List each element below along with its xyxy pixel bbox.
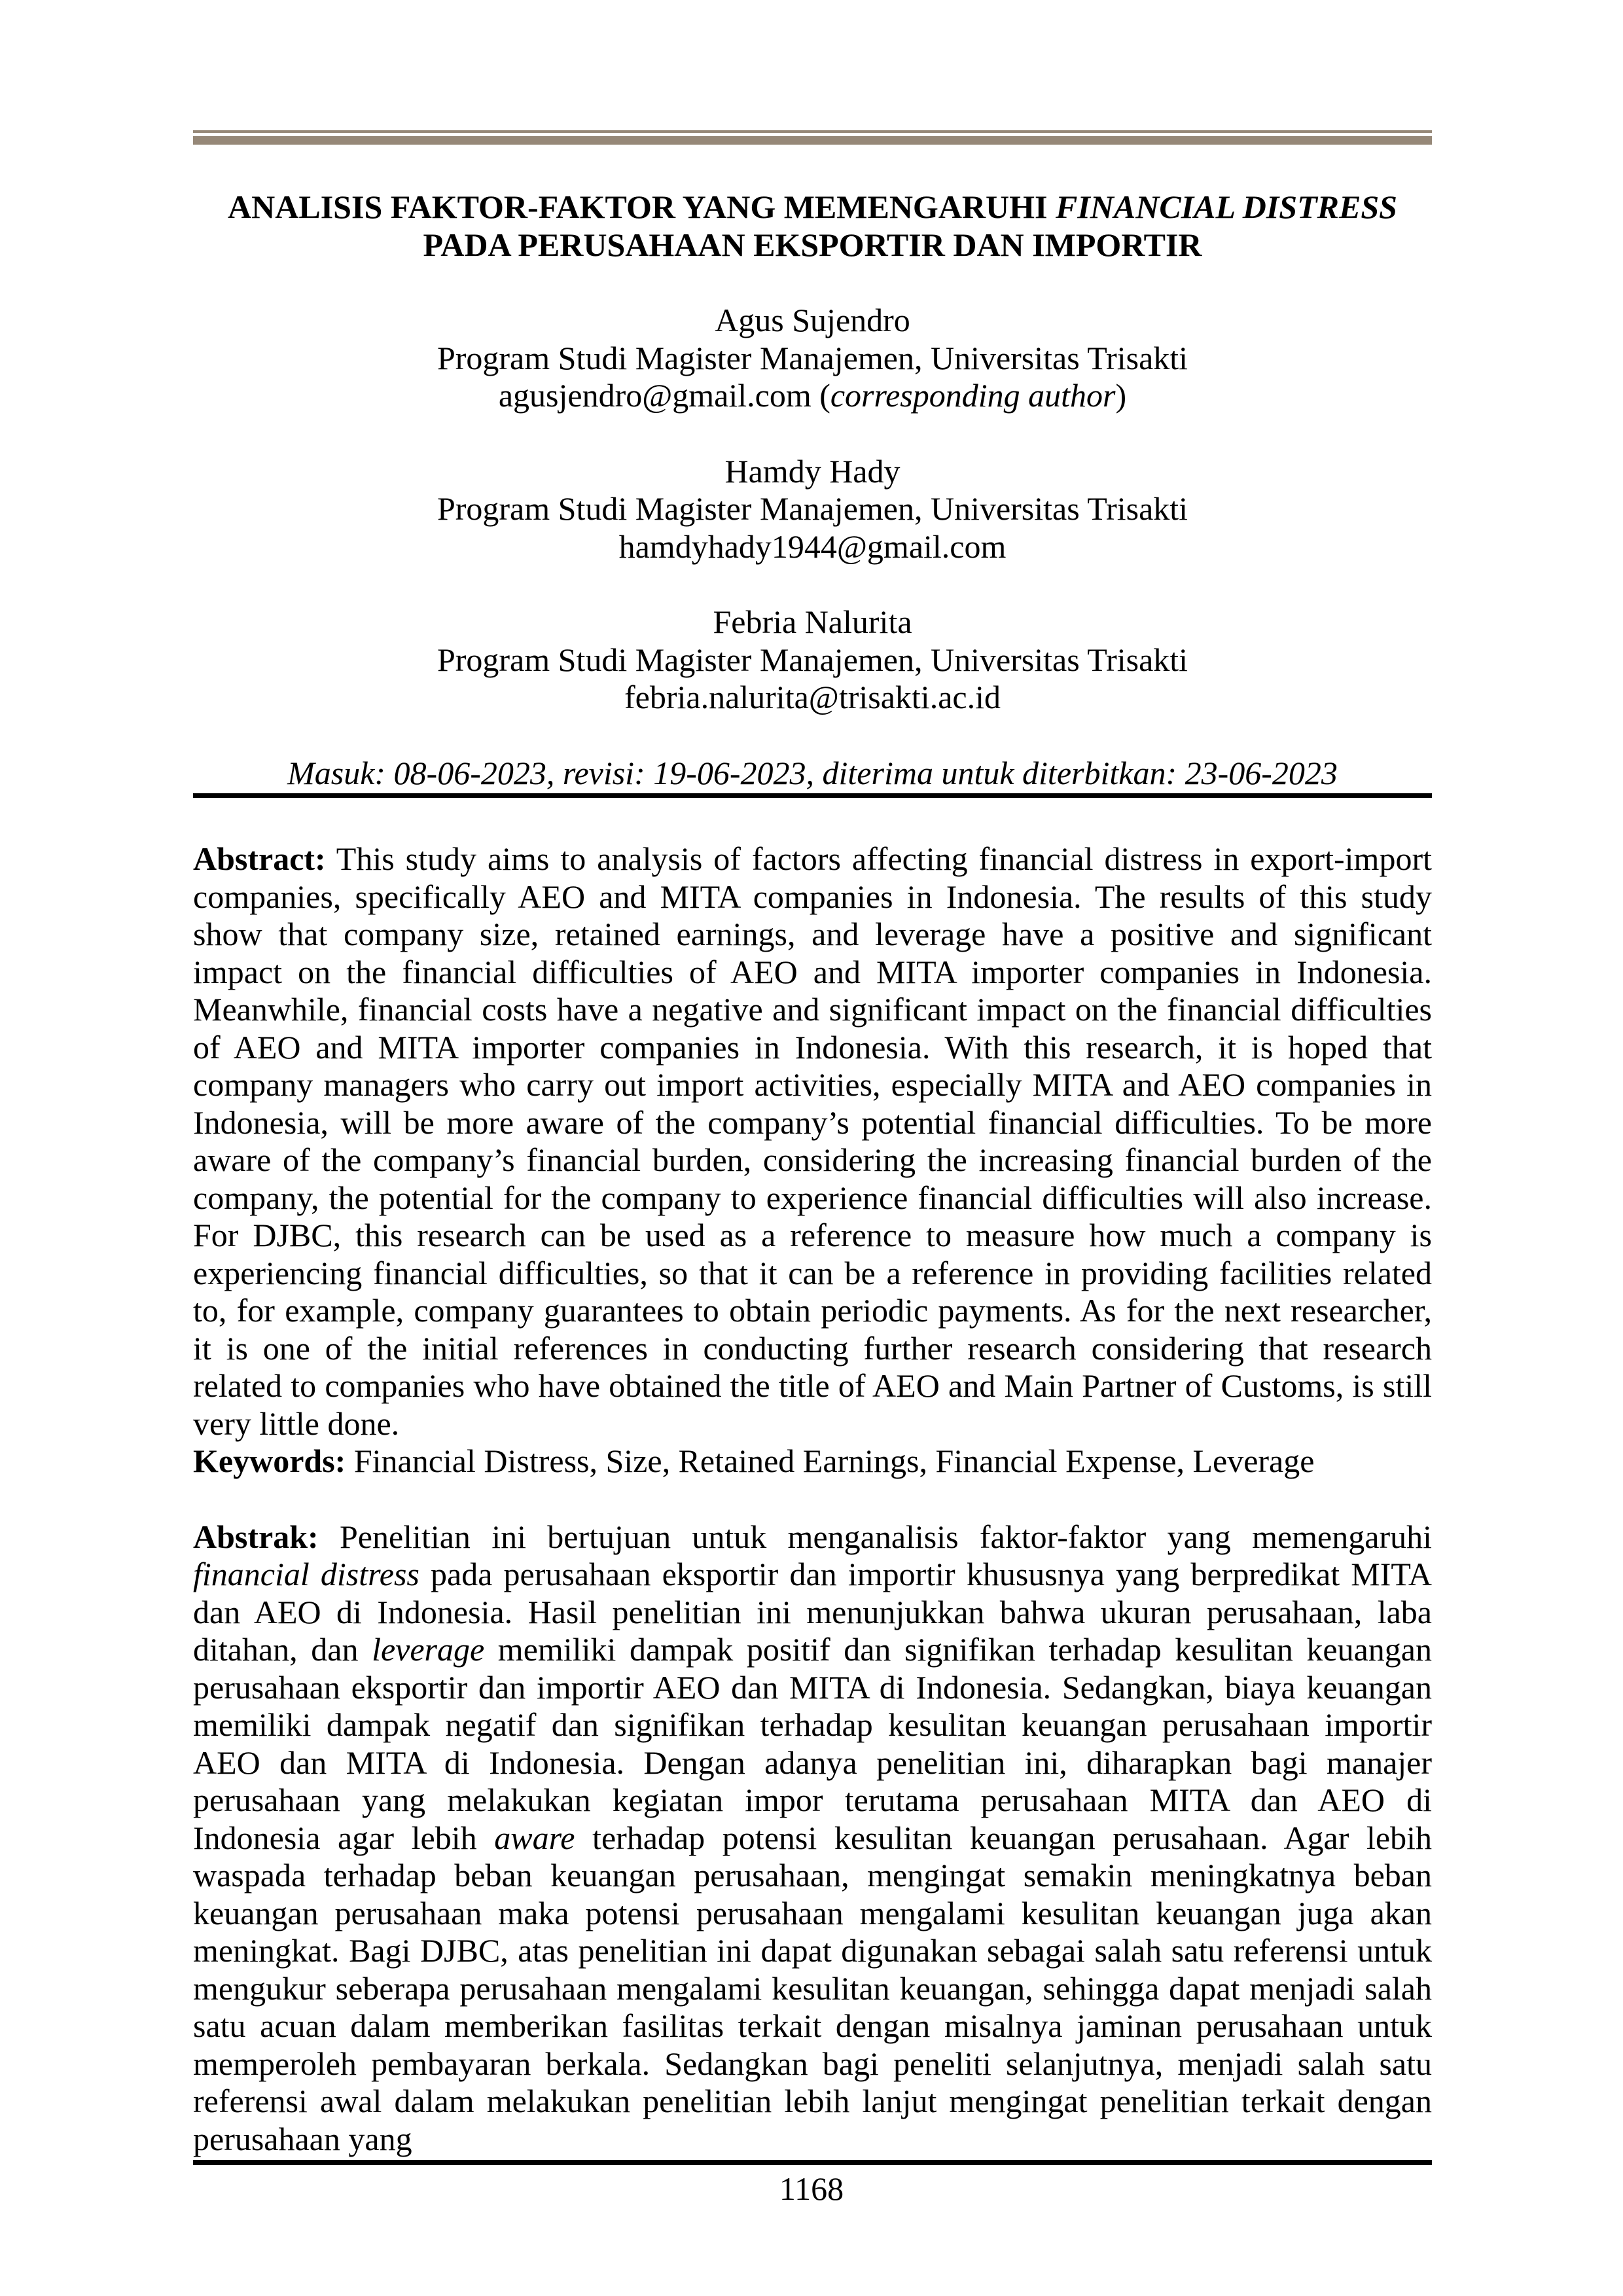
author-name: Febria Nalurita xyxy=(713,603,912,640)
author-block-2 xyxy=(193,453,1432,566)
abstract-indonesian-paragraph: Abstrak: Penelitian ini bertujuan untuk menganalisis faktor-faktor yang memengaruhi financial distress pada perusahaan eksportir dan importir khususnya yang berpredikat MITA dan AEO di Indonesia. Hasil penelitian ini menunjukkan bahwa ukuran perusahaan, laba ditahan, dan leverage memiliki dampak positif dan signifikan terhadap kesulitan keuangan perusahaan eksportir dan importir AEO dan MITA di Indonesia. Sedangkan, biaya keuangan memiliki dampak negatif dan signifikan terhadap kesulitan keuangan perusahaan importir AEO dan MITA di Indonesia. Dengan adanya penelitian ini, diharapkan bagi manajer perusahaan yang melakukan kegiatan impor terutama perusahaan MITA dan AEO di Indonesia agar lebih aware terhadap potensi kesulitan keuangan perusahaan. Agar lebih waspada terhadap beban keuangan perusahaan, mengingat semakin meningkatnya beban keuangan perusahaan maka potensi perusahaan mengalami kesulitan keuangan juga akan meningkat. Bagi DJBC, atas penelitian ini dapat digunakan sebagai salah satu referensi untuk mengukur seberapa perusahaan mengalami kesulitan keuangan, sehingga dapat menjadi salah satu acuan dalam memberikan fasilitas terkait dengan misalnya jaminan perusahaan untuk memperoleh pembayaran berkala. Sedangkan bagi peneliti selanjutnya, menjadi salah satu referensi awal dalam melakukan penelitian lebih lanjut mengingat penelitian terkait dengan perusahaan yang xyxy=(193,1518,1432,2157)
author-name: Hamdy Hady xyxy=(724,452,901,490)
keywords-line: Keywords: Financial Distress, Size, Retained Earnings, Financial Expense, Leverage xyxy=(193,1443,1315,1479)
author-affiliation: Program Studi Magister Manajemen, Universitas Trisakti xyxy=(437,490,1188,527)
author-email: febria.nalurita@trisakti.ac.id xyxy=(624,679,1001,715)
author-email: agusjendro@gmail.com (corresponding author) xyxy=(498,377,1127,414)
author-name: Agus Sujendro xyxy=(715,302,910,338)
dates-divider-rule xyxy=(193,793,1432,798)
author-affiliation: Program Studi Magister Manajemen, Universitas Trisakti xyxy=(437,641,1188,678)
page-content xyxy=(193,0,1432,2158)
submission-dates-line: Masuk: 08-06-2023, revisi: 19-06-2023, diterima untuk diterbitkan: 23-06-2023 xyxy=(287,754,1338,791)
paper-title-line-2: PADA PERUSAHAAN EKSPORTIR DAN IMPORTIR xyxy=(423,226,1202,263)
footer-divider-rule xyxy=(193,2160,1432,2165)
abstract-english-paragraph: Abstract: This study aims to analysis of factors affecting financial distress in export-import companies, specifically AEO and MITA companies in Indonesia. The results of this study show that company size, retained earnings, and leverage have a positive and significant impact on the financial difficulties of AEO and MITA importer companies in Indonesia. Meanwhile, financial costs have a negative and significant impact on the financial difficulties of AEO and MITA importer companies in Indonesia. With this research, it is hoped that company managers who carry out import activities, especially MITA and AEO companies in Indonesia, will be more aware of the company’s potential financial difficulties. To be more aware of the company’s financial burden, considering the increasing financial burden of the company, the potential for the company to experience financial difficulties will also increase. For DJBC, this research can be used as a reference to measure how much a company is experiencing financial difficulties, so that it can be a reference in providing facilities related to, for example, company guarantees to obtain periodic payments. As for the next researcher, it is one of the initial references in conducting further research considering that research related to companies who have obtained the title of AEO and Main Partner of Customs, is still very little done. xyxy=(193,840,1432,1442)
author-block-3 xyxy=(193,603,1432,717)
page-number: 1168 xyxy=(779,2170,844,2207)
author-email: hamdyhady1944@gmail.com xyxy=(618,528,1007,565)
author-block-1 xyxy=(193,302,1432,415)
author-affiliation: Program Studi Magister Manajemen, Universitas Trisakti xyxy=(437,339,1188,376)
paper-title-line-1: ANALISIS FAKTOR-FAKTOR YANG MEMENGARUHI FINANCIAL DISTRESS xyxy=(228,188,1397,225)
paper-title xyxy=(193,188,1432,264)
